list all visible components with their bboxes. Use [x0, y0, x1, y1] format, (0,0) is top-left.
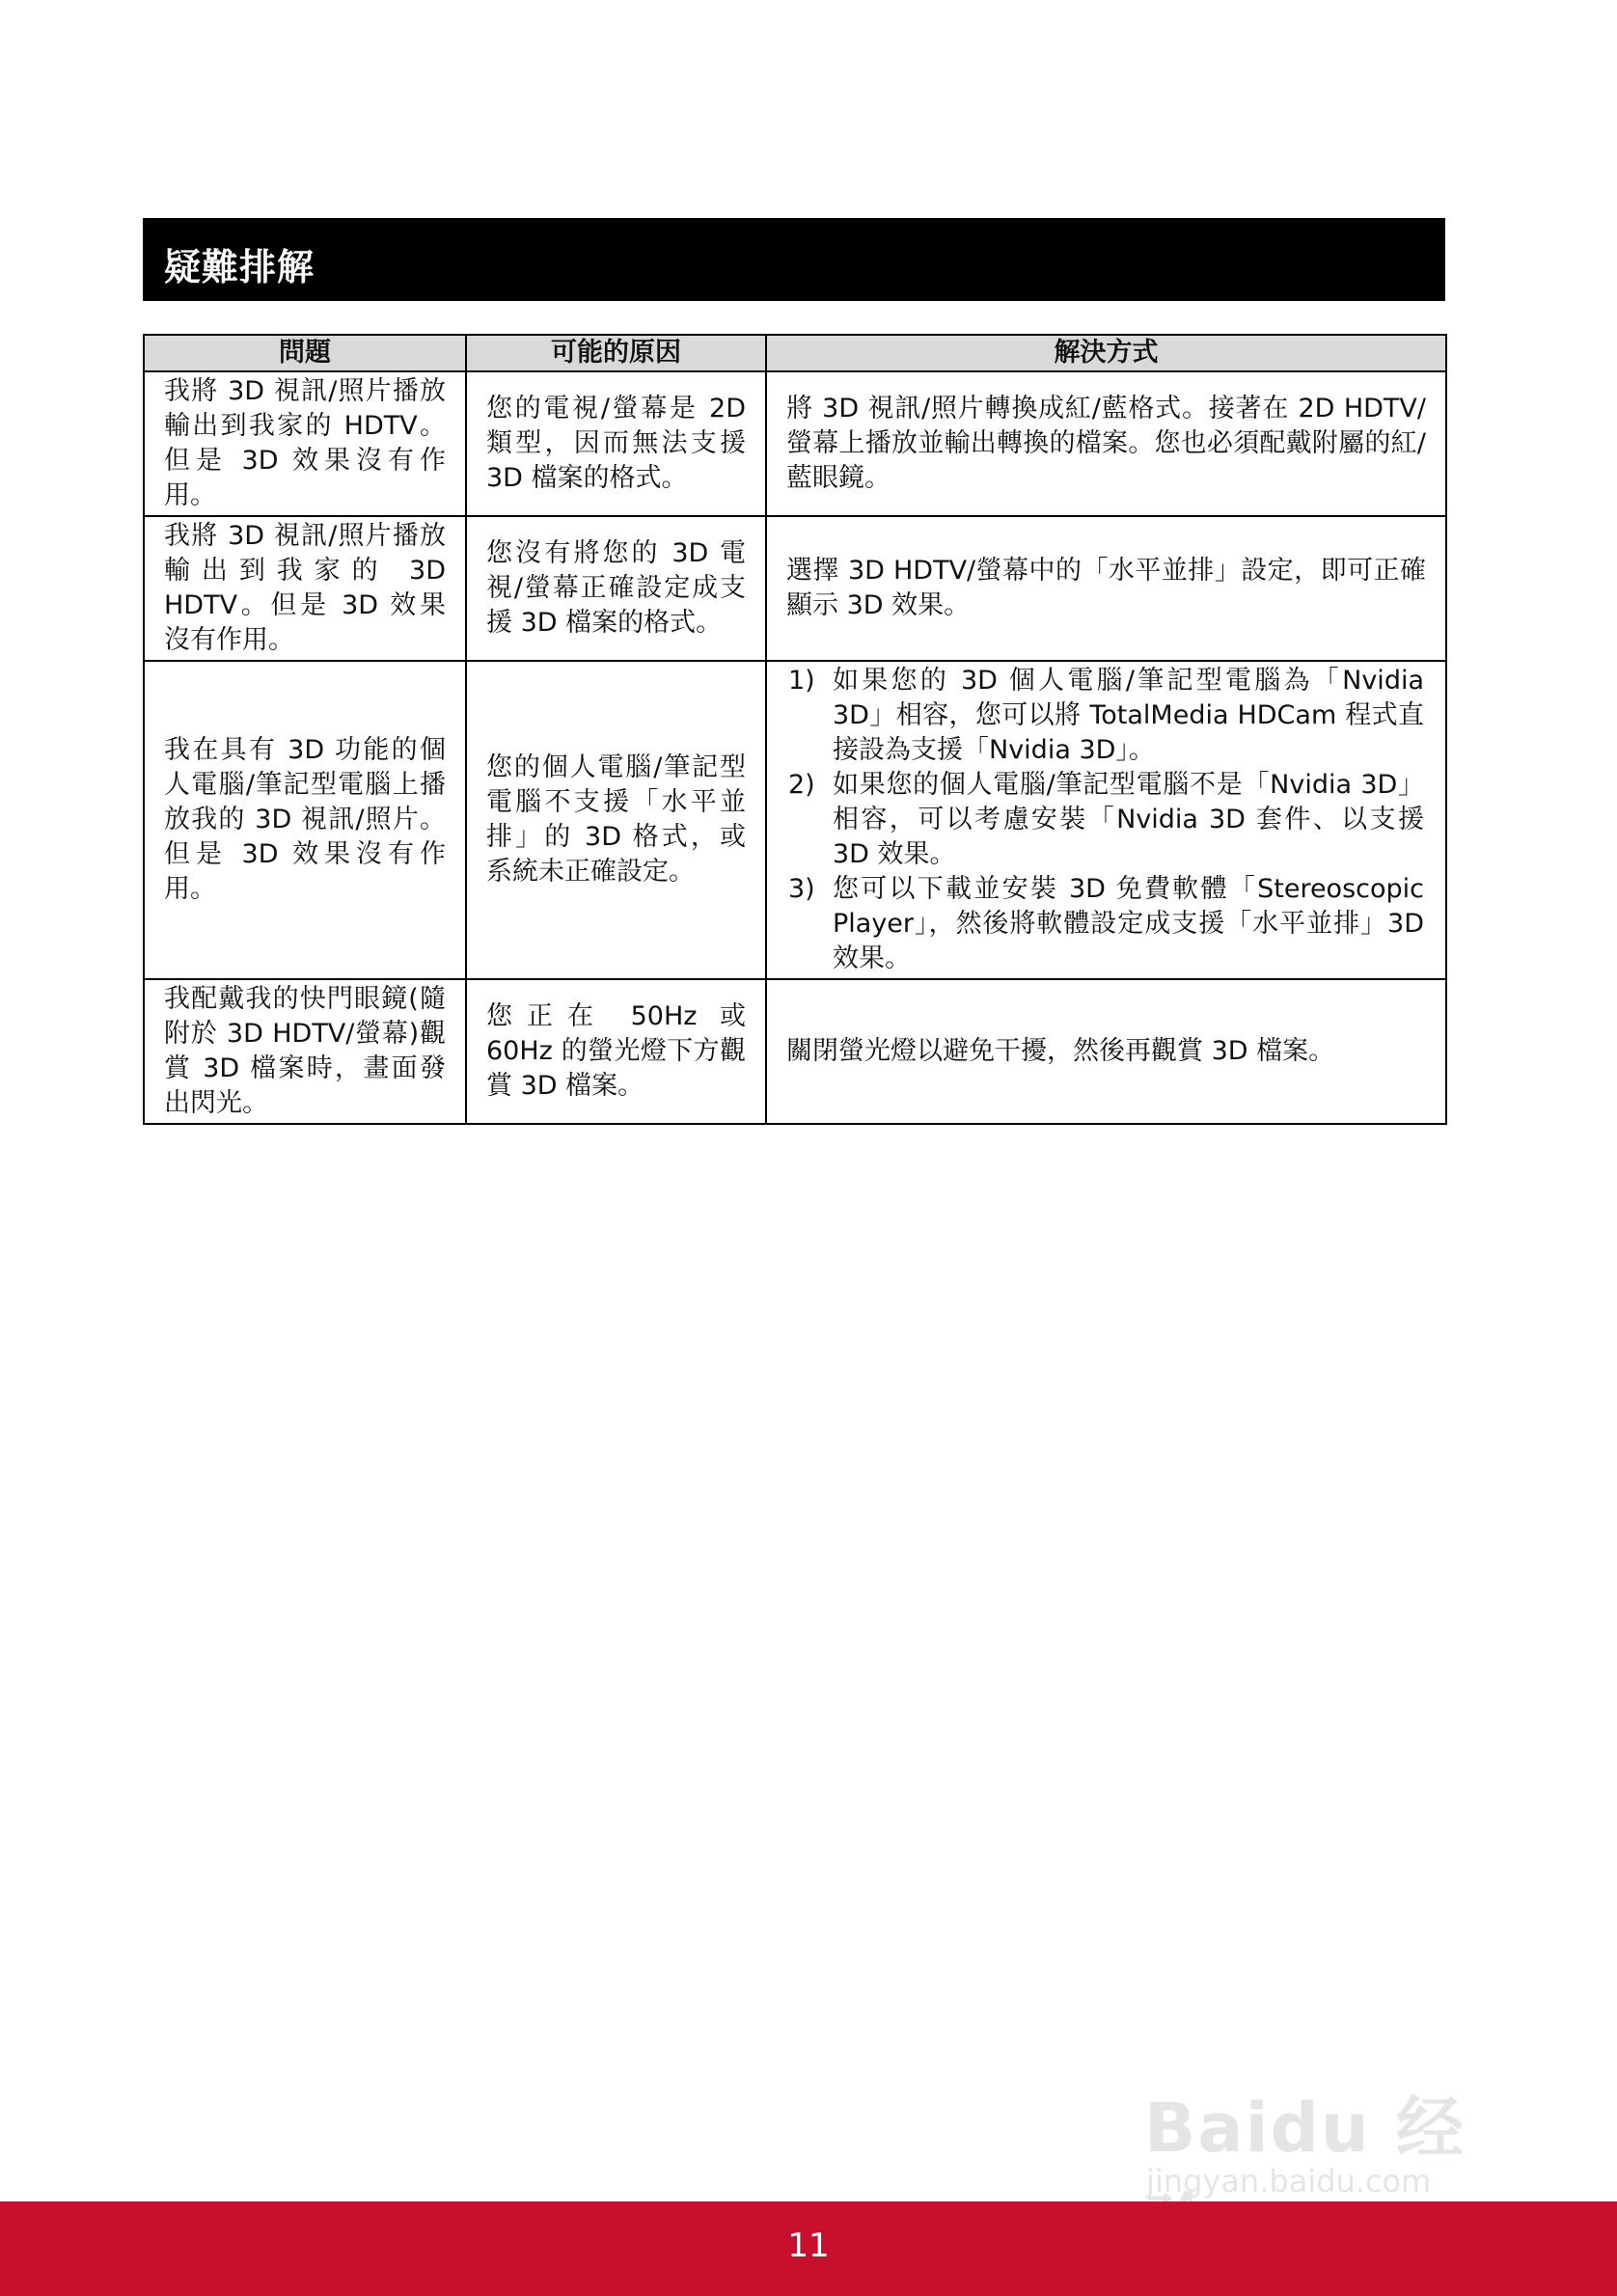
cause-cell: 您沒有將您的 3D 電視/螢幕正確設定成支援 3D 檔案的格式。 [466, 516, 766, 661]
page-number: 11 [787, 2227, 830, 2265]
problem-cell: 我配戴我的快門眼鏡(隨附於 3D HDTV/螢幕)觀賞 3D 檔案時，畫面發出閃光。 [144, 979, 466, 1124]
solution-item-text: 如果您的 3D 個人電腦/筆記型電腦為「Nvidia 3D」相容，您可以將 TotalMedia HDCam 程式直接設為支援「Nvidia 3D」。 [833, 666, 1424, 765]
solution-list-item [788, 768, 1424, 872]
solution-cell: 關閉螢光燈以避免干擾，然後再觀賞 3D 檔案。 [766, 979, 1446, 1124]
baidu-watermark [1137, 2045, 1522, 2209]
page-footer [0, 2201, 1617, 2296]
problem-cell: 我將 3D 視訊/照片播放輸出到我家的 3D HDTV。但是 3D 效果沒有作用。 [144, 516, 466, 661]
solution-cell: 將 3D 視訊/照片轉換成紅/藍格式。接著在 2D HDTV/螢幕上播放並輸出轉換的檔案。您也必須配戴附屬的紅/藍眼鏡。 [766, 371, 1446, 516]
cause-cell: 您的個人電腦/筆記型電腦不支援「水平並排」的 3D 格式，或系統未正確設定。 [466, 661, 766, 979]
solution-item-text: 如果您的個人電腦/筆記型電腦不是「Nvidia 3D」相容，可以考慮安裝「Nvidia 3D 套件、以支援 3D 效果。 [833, 770, 1424, 869]
table-header-row [144, 335, 1446, 371]
solution-item-text: 您可以下載並安裝 3D 免費軟體「Stereoscopic Player」，然後將軟體設定成支援「水平並排」3D 效果。 [833, 874, 1424, 973]
solution-item-number: 2) [788, 770, 815, 800]
table-row [144, 661, 1446, 979]
header-problem: 問題 [144, 335, 466, 371]
solution-item-number: 1) [788, 666, 815, 696]
solution-item-number: 3) [788, 874, 815, 904]
watermark-brand: Baidu 经 [1144, 2089, 1466, 2168]
table-row [144, 979, 1446, 1124]
watermark-url: jingyan.baidu.com [1146, 2163, 1432, 2200]
solution-cell: 選擇 3D HDTV/螢幕中的「水平並排」設定，即可正確顯示 3D 效果。 [766, 516, 1446, 661]
header-cause: 可能的原因 [466, 335, 766, 371]
solution-list [788, 664, 1424, 976]
solution-cell [766, 661, 1446, 979]
troubleshooting-table [143, 334, 1447, 1125]
solution-list-item [788, 664, 1424, 768]
table-row [144, 516, 1446, 661]
cause-cell: 您正在 50Hz 或 60Hz 的螢光燈下方觀賞 3D 檔案。 [466, 979, 766, 1124]
section-title: 疑難排解 [164, 246, 315, 288]
problem-cell: 我在具有 3D 功能的個人電腦/筆記型電腦上播放我的 3D 視訊/照片。但是 3D 效果沒有作用。 [144, 661, 466, 979]
solution-list-item [788, 872, 1424, 976]
header-solution: 解決方式 [766, 335, 1446, 371]
cause-cell: 您的電視/螢幕是 2D 類型，因而無法支援 3D 檔案的格式。 [466, 371, 766, 516]
section-title-bar [143, 218, 1445, 301]
table-row [144, 371, 1446, 516]
problem-cell: 我將 3D 視訊/照片播放輸出到我家的 HDTV。但是 3D 效果沒有作用。 [144, 371, 466, 516]
